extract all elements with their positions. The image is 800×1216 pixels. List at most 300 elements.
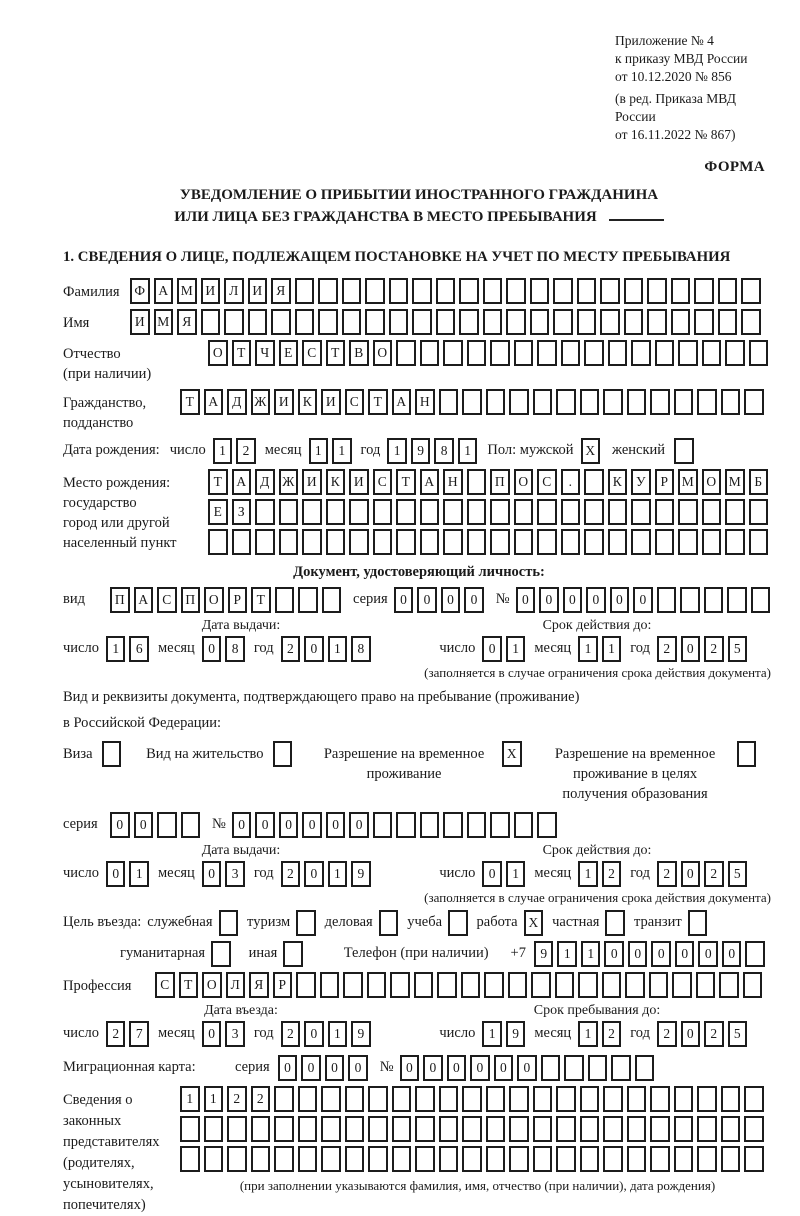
char-cell[interactable] [624, 309, 644, 335]
char-cell[interactable] [298, 1146, 318, 1172]
date-cell[interactable]: 3 [225, 861, 245, 887]
char-cell[interactable] [603, 1116, 623, 1142]
char-cell[interactable]: 0 [232, 812, 252, 838]
char-cell[interactable] [531, 972, 551, 998]
char-cell[interactable] [227, 1146, 247, 1172]
char-cell[interactable] [415, 1146, 435, 1172]
char-cell[interactable] [541, 1055, 561, 1081]
char-cell[interactable]: 2 [227, 1086, 247, 1112]
char-cell[interactable] [443, 812, 463, 838]
char-cell[interactable]: М [678, 469, 698, 495]
char-cell[interactable] [349, 499, 369, 525]
date-cell[interactable]: 0 [681, 861, 701, 887]
char-cell[interactable]: С [373, 469, 393, 495]
char-cell[interactable] [741, 278, 761, 304]
char-cell[interactable] [439, 389, 459, 415]
char-cell[interactable]: 0 [651, 941, 671, 967]
char-cell[interactable] [702, 499, 722, 525]
char-cell[interactable] [697, 1116, 717, 1142]
char-cell[interactable] [462, 1086, 482, 1112]
char-cell[interactable] [420, 499, 440, 525]
char-cell[interactable] [439, 1146, 459, 1172]
char-cell[interactable] [537, 812, 557, 838]
char-cell[interactable] [704, 587, 724, 613]
date-cell[interactable]: 2 [602, 1021, 622, 1047]
char-cell[interactable]: П [181, 587, 201, 613]
char-cell[interactable] [279, 529, 299, 555]
char-cell[interactable] [600, 309, 620, 335]
char-cell[interactable] [295, 309, 315, 335]
char-cell[interactable] [275, 587, 295, 613]
char-cell[interactable] [514, 812, 534, 838]
char-cell[interactable] [749, 340, 769, 366]
char-cell[interactable] [365, 278, 385, 304]
char-cell[interactable] [672, 972, 692, 998]
char-cell[interactable] [678, 529, 698, 555]
char-cell[interactable]: И [321, 389, 341, 415]
temp-residence-permit-checkbox[interactable]: X [502, 741, 522, 767]
char-cell[interactable] [721, 1146, 741, 1172]
char-cell[interactable]: З [232, 499, 252, 525]
char-cell[interactable] [674, 1146, 694, 1172]
char-cell[interactable] [602, 972, 622, 998]
date-cell[interactable]: 0 [304, 861, 324, 887]
char-cell[interactable]: М [177, 278, 197, 304]
char-cell[interactable]: 0 [441, 587, 461, 613]
char-cell[interactable] [625, 972, 645, 998]
date-cell[interactable]: 1 [213, 438, 233, 464]
char-cell[interactable] [671, 278, 691, 304]
char-cell[interactable]: 0 [417, 587, 437, 613]
char-cell[interactable] [439, 1116, 459, 1142]
char-cell[interactable] [537, 340, 557, 366]
char-cell[interactable] [553, 309, 573, 335]
char-cell[interactable] [318, 278, 338, 304]
char-cell[interactable] [533, 1086, 553, 1112]
char-cell[interactable] [584, 499, 604, 525]
char-cell[interactable] [412, 309, 432, 335]
char-cell[interactable] [279, 499, 299, 525]
char-cell[interactable] [208, 529, 228, 555]
visa-checkbox[interactable] [102, 741, 122, 767]
char-cell[interactable]: 0 [279, 812, 299, 838]
char-cell[interactable]: С [157, 587, 177, 613]
education-permit-checkbox[interactable] [737, 741, 757, 767]
char-cell[interactable] [420, 529, 440, 555]
char-cell[interactable]: 9 [534, 941, 554, 967]
date-cell[interactable]: 0 [482, 861, 502, 887]
char-cell[interactable] [443, 499, 463, 525]
char-cell[interactable] [389, 309, 409, 335]
char-cell[interactable] [251, 1146, 271, 1172]
char-cell[interactable]: 0 [628, 941, 648, 967]
char-cell[interactable] [462, 1116, 482, 1142]
sex-male-checkbox[interactable]: X [581, 438, 601, 464]
date-cell[interactable]: 1 [482, 1021, 502, 1047]
char-cell[interactable] [486, 1116, 506, 1142]
purpose-work-checkbox[interactable]: X [524, 910, 544, 936]
char-cell[interactable]: Н [415, 389, 435, 415]
char-cell[interactable] [655, 529, 675, 555]
char-cell[interactable] [584, 469, 604, 495]
date-cell[interactable]: 1 [387, 438, 407, 464]
char-cell[interactable] [251, 1116, 271, 1142]
char-cell[interactable]: Ч [255, 340, 275, 366]
char-cell[interactable]: Д [255, 469, 275, 495]
char-cell[interactable]: 0 [423, 1055, 443, 1081]
char-cell[interactable]: Я [177, 309, 197, 335]
char-cell[interactable]: 0 [470, 1055, 490, 1081]
char-cell[interactable]: 0 [633, 587, 653, 613]
char-cell[interactable] [414, 972, 434, 998]
date-cell[interactable]: 2 [657, 1021, 677, 1047]
char-cell[interactable]: 0 [134, 812, 154, 838]
char-cell[interactable] [608, 529, 628, 555]
char-cell[interactable] [490, 812, 510, 838]
char-cell[interactable]: 1 [204, 1086, 224, 1112]
char-cell[interactable] [650, 389, 670, 415]
char-cell[interactable]: Т [232, 340, 252, 366]
date-cell[interactable]: 2 [281, 861, 301, 887]
char-cell[interactable]: И [130, 309, 150, 335]
char-cell[interactable] [180, 1116, 200, 1142]
date-cell[interactable]: 1 [332, 438, 352, 464]
char-cell[interactable]: 0 [464, 587, 484, 613]
char-cell[interactable]: К [298, 389, 318, 415]
char-cell[interactable] [274, 1116, 294, 1142]
char-cell[interactable] [255, 529, 275, 555]
char-cell[interactable] [694, 309, 714, 335]
purpose-private-checkbox[interactable] [605, 910, 625, 936]
char-cell[interactable] [650, 1146, 670, 1172]
date-cell[interactable]: 2 [236, 438, 256, 464]
char-cell[interactable] [396, 340, 416, 366]
purpose-business-checkbox[interactable] [379, 910, 399, 936]
char-cell[interactable] [603, 389, 623, 415]
char-cell[interactable]: 0 [349, 812, 369, 838]
char-cell[interactable] [483, 278, 503, 304]
date-cell[interactable]: 1 [328, 636, 348, 662]
char-cell[interactable]: М [725, 469, 745, 495]
char-cell[interactable] [749, 529, 769, 555]
char-cell[interactable]: 1 [581, 941, 601, 967]
char-cell[interactable]: П [110, 587, 130, 613]
char-cell[interactable] [608, 340, 628, 366]
char-cell[interactable]: 1 [557, 941, 577, 967]
char-cell[interactable] [561, 529, 581, 555]
purpose-official-checkbox[interactable] [219, 910, 239, 936]
char-cell[interactable] [702, 529, 722, 555]
date-cell[interactable]: 0 [202, 1021, 222, 1047]
purpose-humanitarian-checkbox[interactable] [211, 941, 231, 967]
purpose-study-checkbox[interactable] [448, 910, 468, 936]
char-cell[interactable]: С [537, 469, 557, 495]
char-cell[interactable] [725, 340, 745, 366]
char-cell[interactable]: Т [326, 340, 346, 366]
char-cell[interactable] [368, 1086, 388, 1112]
char-cell[interactable] [727, 587, 747, 613]
date-cell[interactable]: 2 [602, 861, 622, 887]
char-cell[interactable] [744, 1146, 764, 1172]
char-cell[interactable] [271, 309, 291, 335]
char-cell[interactable]: 0 [278, 1055, 298, 1081]
char-cell[interactable]: 0 [394, 587, 414, 613]
char-cell[interactable] [556, 1086, 576, 1112]
char-cell[interactable] [302, 529, 322, 555]
char-cell[interactable] [508, 972, 528, 998]
date-cell[interactable]: 1 [506, 636, 526, 662]
date-cell[interactable]: 0 [106, 861, 126, 887]
char-cell[interactable] [655, 499, 675, 525]
char-cell[interactable]: Л [226, 972, 246, 998]
char-cell[interactable]: И [248, 278, 268, 304]
char-cell[interactable] [224, 309, 244, 335]
date-cell[interactable]: 1 [506, 861, 526, 887]
purpose-transit-checkbox[interactable] [688, 910, 708, 936]
char-cell[interactable] [555, 972, 575, 998]
char-cell[interactable] [694, 278, 714, 304]
char-cell[interactable] [467, 812, 487, 838]
char-cell[interactable] [436, 278, 456, 304]
date-cell[interactable]: 1 [578, 861, 598, 887]
char-cell[interactable] [420, 812, 440, 838]
date-cell[interactable]: 7 [129, 1021, 149, 1047]
char-cell[interactable] [509, 1086, 529, 1112]
char-cell[interactable] [533, 389, 553, 415]
purpose-tourism-checkbox[interactable] [296, 910, 316, 936]
char-cell[interactable] [181, 812, 201, 838]
char-cell[interactable] [533, 1116, 553, 1142]
char-cell[interactable] [486, 1086, 506, 1112]
char-cell[interactable]: А [204, 389, 224, 415]
char-cell[interactable] [749, 499, 769, 525]
date-cell[interactable]: 2 [281, 1021, 301, 1047]
char-cell[interactable] [392, 1116, 412, 1142]
char-cell[interactable] [537, 529, 557, 555]
char-cell[interactable]: . [561, 469, 581, 495]
char-cell[interactable] [556, 1116, 576, 1142]
char-cell[interactable] [232, 529, 252, 555]
char-cell[interactable] [368, 1146, 388, 1172]
char-cell[interactable] [373, 812, 393, 838]
char-cell[interactable]: Б [749, 469, 769, 495]
char-cell[interactable]: С [345, 389, 365, 415]
char-cell[interactable] [320, 972, 340, 998]
char-cell[interactable]: Р [228, 587, 248, 613]
char-cell[interactable] [392, 1086, 412, 1112]
char-cell[interactable] [349, 529, 369, 555]
char-cell[interactable]: Ж [279, 469, 299, 495]
char-cell[interactable] [326, 499, 346, 525]
char-cell[interactable] [467, 469, 487, 495]
char-cell[interactable] [490, 499, 510, 525]
char-cell[interactable] [157, 812, 177, 838]
char-cell[interactable]: О [514, 469, 534, 495]
char-cell[interactable] [564, 1055, 584, 1081]
char-cell[interactable]: О [373, 340, 393, 366]
char-cell[interactable] [201, 309, 221, 335]
char-cell[interactable]: 0 [447, 1055, 467, 1081]
char-cell[interactable] [462, 1146, 482, 1172]
char-cell[interactable] [530, 309, 550, 335]
date-cell[interactable]: 9 [506, 1021, 526, 1047]
date-cell[interactable]: 1 [309, 438, 329, 464]
char-cell[interactable] [624, 278, 644, 304]
char-cell[interactable] [647, 309, 667, 335]
char-cell[interactable] [588, 1055, 608, 1081]
char-cell[interactable]: Т [368, 389, 388, 415]
char-cell[interactable]: Т [396, 469, 416, 495]
char-cell[interactable] [322, 587, 342, 613]
date-cell[interactable]: 0 [304, 1021, 324, 1047]
char-cell[interactable] [467, 499, 487, 525]
char-cell[interactable] [650, 1086, 670, 1112]
char-cell[interactable] [298, 1116, 318, 1142]
char-cell[interactable] [751, 587, 771, 613]
char-cell[interactable] [561, 499, 581, 525]
char-cell[interactable]: 0 [400, 1055, 420, 1081]
char-cell[interactable]: 0 [301, 1055, 321, 1081]
char-cell[interactable] [577, 278, 597, 304]
char-cell[interactable] [553, 278, 573, 304]
char-cell[interactable] [255, 499, 275, 525]
date-cell[interactable]: 6 [129, 636, 149, 662]
char-cell[interactable] [718, 309, 738, 335]
date-cell[interactable]: 5 [728, 1021, 748, 1047]
date-cell[interactable]: 3 [225, 1021, 245, 1047]
char-cell[interactable] [396, 812, 416, 838]
char-cell[interactable] [420, 340, 440, 366]
char-cell[interactable] [631, 499, 651, 525]
char-cell[interactable]: А [154, 278, 174, 304]
char-cell[interactable] [608, 499, 628, 525]
char-cell[interactable] [556, 1146, 576, 1172]
char-cell[interactable]: А [392, 389, 412, 415]
char-cell[interactable] [680, 587, 700, 613]
char-cell[interactable]: Т [179, 972, 199, 998]
char-cell[interactable] [345, 1116, 365, 1142]
char-cell[interactable] [627, 389, 647, 415]
char-cell[interactable]: Ф [130, 278, 150, 304]
char-cell[interactable]: Р [273, 972, 293, 998]
char-cell[interactable] [721, 1086, 741, 1112]
char-cell[interactable]: С [155, 972, 175, 998]
char-cell[interactable] [580, 1086, 600, 1112]
char-cell[interactable]: О [204, 587, 224, 613]
char-cell[interactable] [365, 309, 385, 335]
char-cell[interactable]: Т [251, 587, 271, 613]
date-cell[interactable]: 0 [202, 636, 222, 662]
char-cell[interactable] [368, 1116, 388, 1142]
char-cell[interactable] [671, 309, 691, 335]
char-cell[interactable] [509, 1146, 529, 1172]
char-cell[interactable]: 0 [494, 1055, 514, 1081]
char-cell[interactable] [649, 972, 669, 998]
char-cell[interactable] [298, 1086, 318, 1112]
date-cell[interactable]: 2 [657, 861, 677, 887]
char-cell[interactable] [298, 587, 318, 613]
char-cell[interactable] [603, 1146, 623, 1172]
char-cell[interactable] [486, 1146, 506, 1172]
char-cell[interactable] [725, 529, 745, 555]
char-cell[interactable] [326, 529, 346, 555]
char-cell[interactable]: 0 [110, 812, 130, 838]
char-cell[interactable]: Н [443, 469, 463, 495]
char-cell[interactable]: И [302, 469, 322, 495]
date-cell[interactable]: 0 [681, 1021, 701, 1047]
char-cell[interactable] [702, 340, 722, 366]
char-cell[interactable]: 0 [539, 587, 559, 613]
char-cell[interactable] [459, 278, 479, 304]
char-cell[interactable] [484, 972, 504, 998]
char-cell[interactable] [436, 309, 456, 335]
char-cell[interactable] [744, 1116, 764, 1142]
char-cell[interactable] [274, 1086, 294, 1112]
char-cell[interactable] [342, 278, 362, 304]
date-cell[interactable]: 1 [602, 636, 622, 662]
char-cell[interactable] [461, 972, 481, 998]
purpose-other-checkbox[interactable] [283, 941, 303, 967]
char-cell[interactable] [389, 278, 409, 304]
date-cell[interactable]: 5 [728, 636, 748, 662]
char-cell[interactable] [580, 389, 600, 415]
char-cell[interactable]: 0 [326, 812, 346, 838]
char-cell[interactable]: В [349, 340, 369, 366]
char-cell[interactable] [678, 499, 698, 525]
char-cell[interactable] [741, 309, 761, 335]
char-cell[interactable]: 0 [302, 812, 322, 838]
date-cell[interactable]: 1 [458, 438, 478, 464]
char-cell[interactable] [578, 972, 598, 998]
char-cell[interactable]: Л [224, 278, 244, 304]
char-cell[interactable] [443, 340, 463, 366]
date-cell[interactable]: 1 [578, 1021, 598, 1047]
date-cell[interactable]: 2 [704, 636, 724, 662]
char-cell[interactable] [580, 1146, 600, 1172]
char-cell[interactable] [415, 1116, 435, 1142]
char-cell[interactable] [373, 499, 393, 525]
char-cell[interactable] [295, 278, 315, 304]
char-cell[interactable] [650, 1116, 670, 1142]
char-cell[interactable] [459, 309, 479, 335]
char-cell[interactable]: А [134, 587, 154, 613]
char-cell[interactable]: И [201, 278, 221, 304]
char-cell[interactable] [490, 529, 510, 555]
char-cell[interactable] [719, 972, 739, 998]
char-cell[interactable] [514, 340, 534, 366]
date-cell[interactable]: 1 [328, 1021, 348, 1047]
char-cell[interactable]: Я [271, 278, 291, 304]
date-cell[interactable]: 8 [225, 636, 245, 662]
char-cell[interactable] [514, 529, 534, 555]
char-cell[interactable]: И [349, 469, 369, 495]
char-cell[interactable]: Ж [251, 389, 271, 415]
char-cell[interactable] [627, 1116, 647, 1142]
date-cell[interactable]: 0 [681, 636, 701, 662]
char-cell[interactable] [490, 340, 510, 366]
char-cell[interactable]: А [420, 469, 440, 495]
date-cell[interactable]: 8 [351, 636, 371, 662]
date-cell[interactable]: 5 [728, 861, 748, 887]
char-cell[interactable]: А [232, 469, 252, 495]
date-cell[interactable]: 9 [351, 861, 371, 887]
char-cell[interactable]: Я [249, 972, 269, 998]
char-cell[interactable] [390, 972, 410, 998]
char-cell[interactable]: 0 [517, 1055, 537, 1081]
char-cell[interactable] [248, 309, 268, 335]
char-cell[interactable] [509, 389, 529, 415]
date-cell[interactable]: 9 [351, 1021, 371, 1047]
